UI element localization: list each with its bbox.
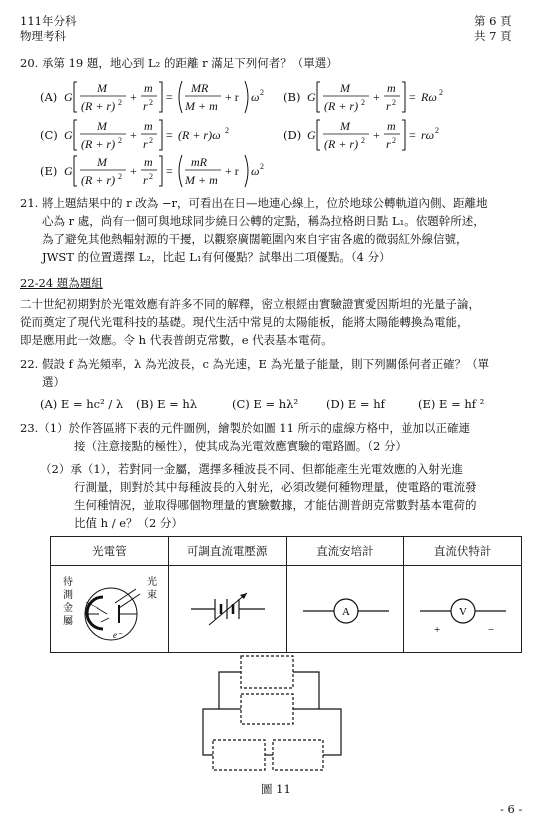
- svg-text:2: 2: [260, 88, 264, 97]
- svg-text:r: r: [143, 137, 148, 151]
- electron-label: e⁻: [113, 630, 122, 640]
- svg-text:(R + r): (R + r): [81, 137, 116, 151]
- svg-text:2: 2: [435, 126, 439, 135]
- q21-line-1: 21. 將上題結果中的 r 改為 −r，可看出在日—地連心線上，位於地球公轉軌道內側、距離地: [20, 196, 488, 210]
- group-line-2: 從而奠定了現代光電科技的基礎。現代生活中常見的太陽能板，能將太陽能轉換為電能，: [20, 315, 469, 329]
- svg-text:=: =: [409, 128, 416, 142]
- svg-text:+: +: [373, 90, 380, 104]
- svg-text:=: =: [166, 128, 173, 142]
- svg-text:+: +: [130, 164, 137, 178]
- header-ammeter: 直流安培計: [286, 537, 404, 566]
- svg-text:ω: ω: [251, 164, 260, 178]
- svg-text:2: 2: [260, 162, 264, 171]
- figure-caption: 圖 11: [261, 782, 291, 796]
- svg-text:=: =: [409, 90, 416, 104]
- svg-text:m: m: [387, 81, 396, 95]
- voltmeter-icon: [404, 567, 522, 651]
- svg-text:r: r: [386, 99, 391, 113]
- svg-text:+: +: [373, 128, 380, 142]
- cell-voltmeter: [404, 566, 522, 653]
- q21-line-2: 心為 r 處，尚有一個可與地球同步繞日公轉的定點，稱為拉格朗日點 L₁。依題幹所述，: [42, 214, 485, 228]
- q23-part2-line-4: 比值 h / e？（2 分）: [74, 516, 184, 530]
- q23-part2-line-3: 生何種情況，並取得哪個物理量的實驗數據，才能估測普朗克常數對基本電荷的: [74, 498, 477, 512]
- svg-text:M + m: M + m: [185, 99, 218, 113]
- svg-text:mR: mR: [191, 155, 207, 169]
- svg-text:2: 2: [118, 98, 122, 107]
- phototube-icon: [51, 567, 169, 651]
- q22-line-2: 選）: [42, 375, 65, 389]
- q23-part1-line-2: 接（注意接點的極性），使其成為光電效應實驗的電路圖。（2 分）: [74, 439, 407, 453]
- svg-text:Rω: Rω: [421, 90, 437, 104]
- header-phototube: 光電管: [51, 537, 169, 566]
- figure-11-circuit: [199, 654, 349, 774]
- svg-text:ω: ω: [251, 90, 260, 104]
- svg-text:r: r: [386, 137, 391, 151]
- group-line-1: 二十世紀初期對於光電效應有許多不同的解釋，密立根經由實驗證實愛因斯坦的光量子論，: [20, 297, 480, 311]
- svg-text:2: 2: [225, 126, 229, 135]
- q20-formula-d: [307, 114, 467, 156]
- svg-text:(R + r): (R + r): [324, 99, 359, 113]
- q22-line-1: 22. 假設 f 為光頻率，λ 為光波長，c 為光速，E 為光量子能量，則下列關係何者正確？（單: [20, 357, 490, 371]
- svg-text:M: M: [97, 119, 107, 133]
- svg-text:M: M: [340, 81, 350, 95]
- svg-text:M: M: [340, 119, 350, 133]
- q20-formula-b: [307, 76, 467, 118]
- svg-text:M + m: M + m: [185, 173, 218, 187]
- svg-text:(R + r): (R + r): [324, 137, 359, 151]
- svg-text:M: M: [97, 155, 107, 169]
- svg-text:=: =: [166, 164, 173, 178]
- header-voltage-source: 可調直流電壓源: [168, 537, 286, 566]
- svg-text:2: 2: [361, 98, 365, 107]
- svg-text:r: r: [143, 173, 148, 187]
- cell-ammeter: [286, 566, 404, 653]
- svg-text:G: G: [307, 128, 316, 142]
- svg-text:MR: MR: [191, 81, 209, 95]
- q23-part2-line-2: 行測量，則對於其中每種波長的入射光，必須改變何種物理量，使電路的電流發: [74, 480, 477, 494]
- metal-label: 待測金屬: [63, 577, 73, 627]
- svg-text:m: m: [144, 119, 153, 133]
- q20-formula-e: [64, 150, 279, 192]
- svg-text:G: G: [64, 164, 73, 178]
- voltmeter-minus: −: [488, 624, 495, 636]
- q20-formula-a: [64, 76, 279, 118]
- variable-dc-source-icon: [169, 567, 287, 651]
- svg-text:2: 2: [118, 136, 122, 145]
- svg-text:r: r: [143, 99, 148, 113]
- ammeter-symbol: A: [341, 606, 350, 618]
- voltmeter-symbol: V: [459, 606, 468, 618]
- svg-text:+ r: + r: [225, 90, 239, 104]
- q20-stem: 20. 承第 19 題，地心到 L₂ 的距離 r 滿足下列何者？（單選）: [20, 56, 338, 70]
- svg-text:m: m: [387, 119, 396, 133]
- cell-voltage-source: [168, 566, 286, 653]
- svg-text:2: 2: [392, 136, 396, 145]
- header-voltmeter: 直流伏特計: [404, 537, 522, 566]
- svg-text:G: G: [307, 90, 316, 104]
- exam-year: 111年分科: [20, 14, 77, 28]
- q22-option-a: (A) E = hc² / λ: [40, 397, 124, 411]
- svg-text:2: 2: [392, 98, 396, 107]
- svg-text:2: 2: [439, 88, 443, 97]
- group-title: 22-24 題為題組: [20, 276, 103, 290]
- svg-text:(R + r): (R + r): [81, 99, 116, 113]
- svg-text:rω: rω: [421, 128, 435, 142]
- q23-part1-line-1: 23.（1）於作答區將下表的元件圖例，繪製於如圖 11 所示的虛線方格中，並加以正確連: [20, 421, 471, 435]
- svg-text:G: G: [64, 128, 73, 142]
- q23-part2-line-1: （2）承（1），若對同一金屬，選擇多種波長不同、但都能產生光電效應的入射光進: [40, 462, 463, 476]
- svg-text:(R + r)ω: (R + r)ω: [178, 128, 221, 142]
- footer-page-number: - 6 -: [500, 802, 523, 816]
- q22-option-b: (B) E = hλ: [136, 397, 198, 411]
- component-table: [50, 536, 522, 653]
- svg-text:m: m: [144, 81, 153, 95]
- ammeter-icon: [287, 567, 405, 651]
- svg-text:=: =: [166, 90, 173, 104]
- svg-text:(R + r): (R + r): [81, 173, 116, 187]
- svg-text:2: 2: [149, 98, 153, 107]
- svg-text:2: 2: [361, 136, 365, 145]
- group-line-3: 即是應用此一效應。令 h 代表普朗克常數，e 代表基本電荷。: [20, 333, 333, 347]
- exam-subject: 物理考科: [20, 29, 66, 43]
- svg-text:2: 2: [149, 136, 153, 145]
- q22-option-c: (C) E = hλ²: [232, 397, 299, 411]
- svg-text:2: 2: [149, 172, 153, 181]
- svg-text:+: +: [130, 128, 137, 142]
- q22-option-d: (D) E = hf: [326, 397, 385, 411]
- q21-line-4: JWST 的位置選擇 L₂，比起 L₁有何優點？試舉出二項優點。（4 分）: [42, 250, 391, 264]
- svg-text:M: M: [97, 81, 107, 95]
- voltmeter-plus: +: [434, 624, 441, 636]
- page-number: 第 6 頁: [474, 14, 512, 28]
- svg-text:+ r: + r: [225, 164, 239, 178]
- page-total: 共 7 頁: [474, 29, 512, 43]
- svg-text:+: +: [130, 90, 137, 104]
- light-beam-label: 光束: [147, 577, 157, 601]
- q21-line-3: 為了避免其他熱輻射源的干擾，以觀察廣闊範圍內來自宇宙各處的微弱紅外線信號，: [42, 232, 468, 246]
- svg-text:2: 2: [118, 172, 122, 181]
- svg-text:m: m: [144, 155, 153, 169]
- cell-phototube: [51, 566, 169, 653]
- svg-text:G: G: [64, 90, 73, 104]
- q22-option-e: (E) E = hf ²: [418, 397, 485, 411]
